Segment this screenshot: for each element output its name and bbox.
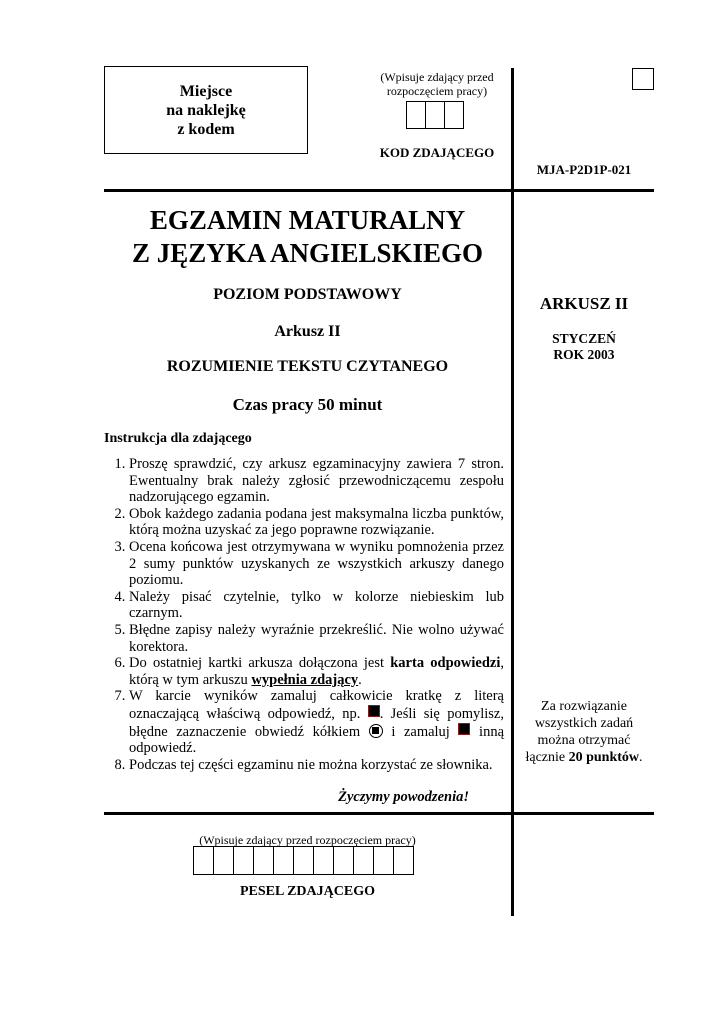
instruction-item xyxy=(129,688,504,756)
sticker-label-line3: z kodem xyxy=(177,120,235,138)
sticker-area xyxy=(104,66,308,154)
exam-code: MJA-P2D1P-021 xyxy=(536,162,632,177)
code-box[interactable] xyxy=(425,101,445,129)
good-luck: Życzymy powodzenia! xyxy=(338,789,469,805)
item7-text-b: . Jeśli się pomylisz, błędne zaznaczenie obwiedź kółkiem xyxy=(129,705,504,740)
pesel-label: PESEL ZDAJĄCEGO xyxy=(240,884,375,899)
pesel-box[interactable] xyxy=(213,846,234,875)
points-line4 xyxy=(514,749,654,766)
pesel-input-boxes[interactable] xyxy=(193,846,414,875)
title-line2: Z JĘZYKA ANGIELSKIEGO xyxy=(131,238,484,268)
pesel-box[interactable] xyxy=(193,846,214,875)
points-suffix: . xyxy=(639,750,643,765)
level: POZIOM PODSTAWOWY xyxy=(213,286,402,303)
exam-time: Czas pracy 50 minut xyxy=(232,395,383,414)
pesel-box[interactable] xyxy=(293,846,314,875)
points-line2: wszystkich zadań xyxy=(534,716,634,731)
side-sheet: ARKUSZ II xyxy=(539,294,629,313)
vertical-divider xyxy=(511,68,514,916)
item6-text-a: Do ostatniej kartki arkusza dołączona jest xyxy=(129,655,391,672)
pesel-box[interactable] xyxy=(393,846,414,875)
item7-text-a: W karcie wyników zamaluj całkowicie kratkę z literą oznaczającą właściwą odpowiedź, np. xyxy=(129,688,504,722)
code-input-boxes[interactable] xyxy=(406,101,464,129)
item7-text-c: i zamaluj xyxy=(382,723,459,740)
code-note xyxy=(364,70,510,98)
instruction-item: 3. Ocena końcowa jest otrzymywana w wyniku pomnożenia przez 2 sumy punktów uzyskanych ze wszystkich arkuszy danego poziomu. xyxy=(129,539,504,589)
corner-checkbox[interactable] xyxy=(632,68,654,90)
code-note-line2: rozpoczęciem pracy) xyxy=(386,84,488,98)
title-line1: EGZAMIN MATURALNY xyxy=(149,205,466,235)
side-year: ROK 2003 xyxy=(553,347,615,362)
header-divider xyxy=(104,189,654,192)
pesel-box[interactable] xyxy=(273,846,294,875)
instructions-heading: Instrukcja dla zdającego xyxy=(104,431,252,446)
instructions-list xyxy=(104,456,504,773)
instruction-item: 8. Podczas tej części egzaminu nie można korzystać ze słownika. xyxy=(129,757,504,774)
sticker-label-line2: na naklejkę xyxy=(166,101,246,119)
code-label: KOD ZDAJĄCEGO xyxy=(379,145,495,160)
filled-square-icon xyxy=(368,705,380,717)
pesel-box[interactable] xyxy=(313,846,334,875)
points-line1: Za rozwiązanie xyxy=(541,699,627,714)
pesel-box[interactable] xyxy=(233,846,254,875)
points-info xyxy=(514,698,654,766)
code-box[interactable] xyxy=(444,101,464,129)
pesel-note: (Wpisuje zdający przed rozpoczęciem pracy) xyxy=(199,833,416,847)
item7-text-d: inną odpowiedź. xyxy=(129,723,505,757)
sheet-name: Arkusz II xyxy=(274,323,341,340)
points-total: 20 punktów xyxy=(568,750,640,765)
sticker-label-line1: Miejsce xyxy=(179,82,233,100)
points-prefix: łącznie xyxy=(525,750,569,765)
item6-answer-sheet: karta odpowiedzi xyxy=(390,655,501,672)
pesel-box[interactable] xyxy=(333,846,354,875)
code-box[interactable] xyxy=(406,101,426,129)
item6-fills-candidate: wypełnia zdający xyxy=(251,671,359,688)
instruction-item: 5. Błędne zapisy należy wyraźnie przekreślić. Nie wolno używać korektora. xyxy=(129,622,504,655)
circled-square-icon xyxy=(369,724,383,738)
pesel-box[interactable] xyxy=(353,846,374,875)
instruction-item xyxy=(129,655,504,688)
footer-divider xyxy=(104,812,654,815)
pesel-box[interactable] xyxy=(373,846,394,875)
side-month: STYCZEŃ xyxy=(552,331,616,346)
item6-text-e: . xyxy=(358,671,362,688)
points-line3: można otrzymać xyxy=(537,733,631,748)
instruction-item: 1. Proszę sprawdzić, czy arkusz egzaminacyjny zawiera 7 stron. Ewentualny brak należy zgłosić przewodniczącemu zespołu nadzorującego egzamin. xyxy=(129,456,504,506)
filled-square-icon xyxy=(458,723,470,735)
item6-text-c: , którą w tym arkuszu xyxy=(129,655,505,688)
instruction-item: 2. Obok każdego zadania podana jest maksymalna liczba punktów, którą można uzyskać za jego poprawne rozwiązanie. xyxy=(129,506,504,539)
pesel-box[interactable] xyxy=(253,846,274,875)
code-note-line1: (Wpisuje zdający przed xyxy=(380,70,494,84)
instruction-item: 4. Należy pisać czytelnie, tylko w kolorze niebieskim lub czarnym. xyxy=(129,589,504,622)
subject-part: ROZUMIENIE TEKSTU CZYTANEGO xyxy=(166,358,449,375)
